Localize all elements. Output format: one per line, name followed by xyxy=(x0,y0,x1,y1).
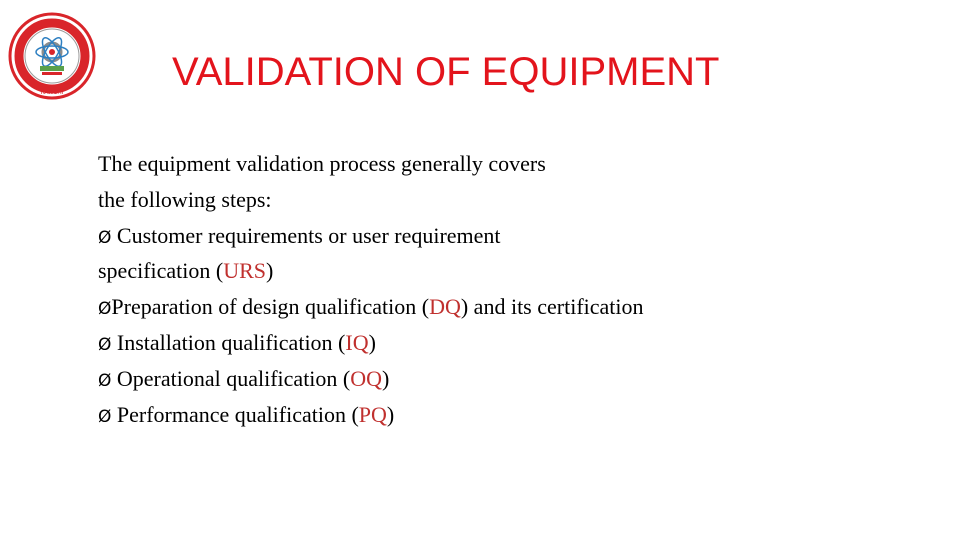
page-title: VALIDATION OF EQUIPMENT xyxy=(172,50,720,94)
acronym: DQ xyxy=(429,294,461,320)
university-seal-icon xyxy=(6,12,98,100)
acronym: URS xyxy=(223,258,267,284)
step-text: ) and its certification xyxy=(460,294,644,320)
step-text: ) xyxy=(382,365,390,391)
acronym: IQ xyxy=(345,329,369,355)
arrow-bullet-icon: Ø xyxy=(98,299,112,320)
svg-text:RANCHI: RANCHI xyxy=(40,89,64,96)
intro-line: The equipment validation process generally covers xyxy=(98,151,546,176)
step-text: Installation qualification ( xyxy=(111,329,346,355)
arrow-bullet-icon: Ø xyxy=(98,370,112,391)
step-text: ) xyxy=(386,401,395,427)
step-text: ) xyxy=(368,329,376,355)
arrow-bullet-icon: Ø xyxy=(98,227,112,248)
acronym: OQ xyxy=(350,365,383,391)
step-text: Preparation of design qualification ( xyxy=(111,294,430,320)
step-text: Operational qualification ( xyxy=(111,365,351,391)
step-item xyxy=(98,397,898,433)
arrow-bullet-icon: Ø xyxy=(98,334,112,355)
step-text: specification ( xyxy=(98,258,224,284)
step-text: Customer requirements or user requirement xyxy=(111,222,501,248)
step-item-continued xyxy=(98,253,898,289)
arrow-bullet-icon: Ø xyxy=(98,406,112,427)
content-body xyxy=(98,146,898,432)
step-item xyxy=(98,361,898,397)
step-item xyxy=(98,218,898,254)
step-item xyxy=(98,289,898,325)
step-item xyxy=(98,325,898,361)
step-text: Performance qualification ( xyxy=(111,401,359,427)
step-text: ) xyxy=(266,258,274,284)
university-logo xyxy=(6,12,98,100)
acronym: PQ xyxy=(358,401,387,427)
intro-line: the following steps: xyxy=(98,186,272,212)
